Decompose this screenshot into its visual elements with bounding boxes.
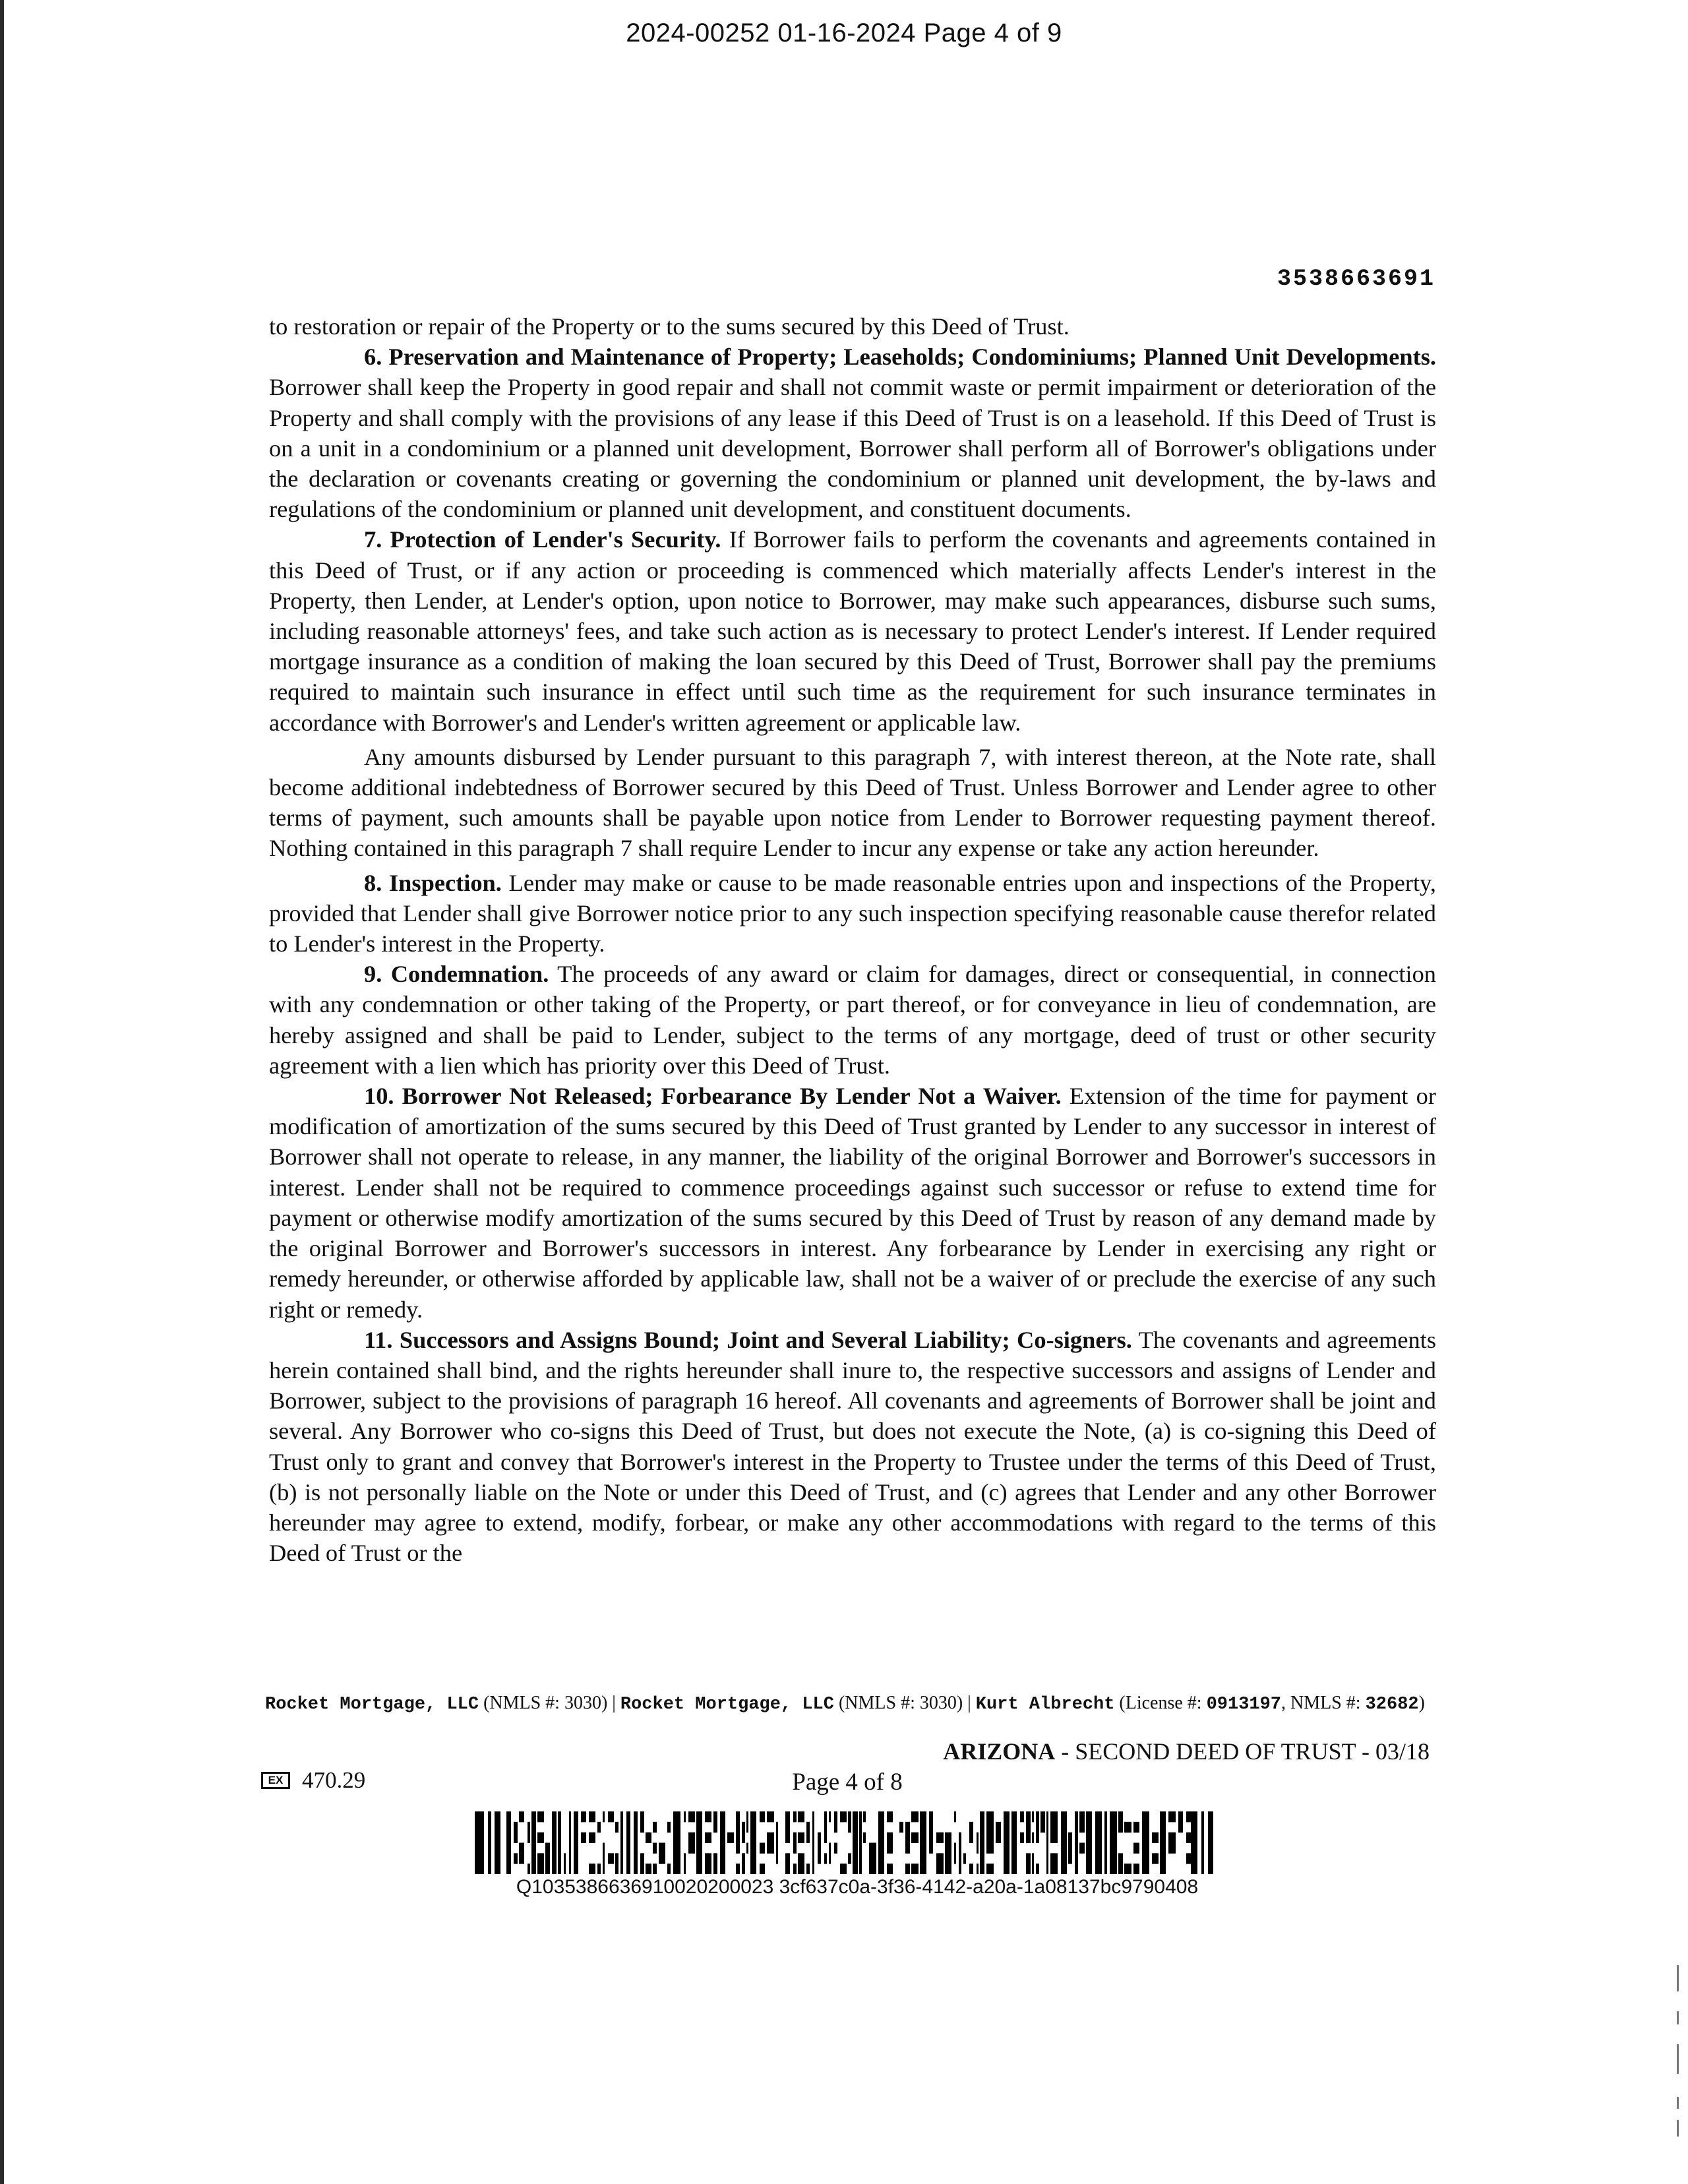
license-number: 0913197 (1206, 1695, 1282, 1714)
form-number: 470.29 (302, 1767, 366, 1793)
state-name: ARIZONA (943, 1738, 1056, 1765)
paragraph-11-text: The covenants and agreements herein contained shall bind, and the rights hereunder shall inure to, the respective successors and assigns of Lender and Borrower, subject to the provisions of paragraph 16 hereof. All covenants and agreements of Borrower shall be joint and several. Any Borrower who co-signs this Deed of Trust, but does not execute the Note, (a) is co-signing this Deed of Trust only to grant and convey that Borrower's interest in the Property to Trustee under the terms of this Deed of Trust, (b) is not personally liable on the Note or under this Deed of Trust, and (c) agrees that Lender and any other Borrower hereunder may agree to extend, modify, forbear, or make any other accommodations with regard to the terms of this Deed of Trust or the (269, 1326, 1436, 1567)
paragraph-7-text: If Borrower fails to perform the covenants and agreements contained in this Deed of Trust, or if any action or proceeding is commenced which materially affects Lender's interest in the Property, then Lender, at Lender's option, upon notice to Borrower, may make such appearances, disburse such sums, including reasonable attorneys' fees, and take such action as is necessary to protect Lender's interest. If Lender required mortgage insurance as a condition of making the loan secured by this Deed of Trust, Borrower shall pay the premiums required to maintain such insurance in effect until such time as the requirement for such insurance terminates in accordance with Borrower's and Lender's written agreement or applicable law. (269, 526, 1436, 736)
paragraph-6-heading: 6. Preservation and Maintenance of Property; Leaseholds; Condominiums; Planned Unit Developments. (364, 344, 1436, 371)
lender-footer (265, 1692, 1452, 1716)
ex-form-icon: EX (261, 1772, 290, 1789)
license-label: (License #: (1114, 1693, 1207, 1713)
page-number: Page 4 of 8 (792, 1769, 903, 1796)
paragraph-6 (269, 342, 1436, 524)
paragraph-6-text: Borrower shall keep the Property in good repair and shall not commit waste or permit impairment or deterioration of the Property and shall comply with the provisions of any lease if this Deed of Trust is on a leasehold. If this Deed of Trust is on a unit in a condominium or a planned unit development, Borrower shall perform all of Borrower's obligations under the declaration or covenants creating or governing the condominium or planned unit development, the by-laws and regulations of the condominium or planned unit development, and constituent documents. (269, 374, 1436, 523)
originator-nmls: 32682 (1365, 1695, 1419, 1714)
nmls-label: , NMLS #: (1281, 1693, 1366, 1713)
paragraph-9-text: The proceeds of any award or claim for damages, direct or consequential, in connection with any condemnation or other taking of the Property, or part thereof, or for conveyance in lieu of condemnation, are hereby assigned and shall be paid to Lender, subject to the terms of any mortgage, deed of trust or other security agreement with a lien which has priority over this Deed of Trust. (269, 961, 1436, 1079)
paragraph-10-text: Extension of the time for payment or modification of amortization of the sums secured by this Deed of Trust granted by Lender to any successor in interest of Borrower shall not operate to release, in any manner, the liability of the original Borrower and Borrower's successors in interest. Lender shall not be required to commence proceedings against such successor or refuse to extend time for payment or otherwise modify amortization of the sums secured by this Deed of Trust by reason of any demand made by the original Borrower and Borrower's successors in interest. Any forbearance by Lender in exercising any right or remedy hereunder, or otherwise afforded by applicable law, shall not be a waiver of or preclude the exercise of any such right or remedy. (269, 1083, 1436, 1323)
paragraph-10 (269, 1081, 1436, 1325)
recording-header: 2024-00252 01-16-2024 Page 4 of 9 (626, 18, 1062, 47)
continuation-paragraph: to restoration or repair of the Property or to the sums secured by this Deed of Trust. (269, 313, 1070, 340)
license-close: ) (1418, 1693, 1425, 1713)
form-title-text: - SECOND DEED OF TRUST - 03/18 (1055, 1738, 1430, 1765)
paragraph-7-continued: Any amounts disbursed by Lender pursuant to this paragraph 7, with interest thereon, at the Note rate, shall become additional indebtedness of Borrower secured by this Deed of Trust. Unless Borrower and Lender agree to other terms of payment, such amounts shall be payable upon notice from Lender to Borrower requesting payment thereof. Nothing contained in this paragraph 7 shall require Lender to incur any expense or take any action hereunder. (269, 743, 1436, 862)
paragraph-9-heading: 9. Condemnation. (364, 961, 549, 988)
lender-name: Rocket Mortgage, LLC (265, 1695, 479, 1714)
lender-name: Rocket Mortgage, LLC (620, 1695, 834, 1714)
lender-nmls: (NMLS #: 3030) | (479, 1693, 620, 1713)
scan-marks (1677, 1965, 1679, 2137)
paragraph-7 (269, 524, 1436, 737)
document-body (269, 311, 1436, 1568)
paragraph-8 (269, 868, 1436, 959)
loan-number: 3538663691 (1277, 266, 1435, 292)
paragraph-11-heading: 11. Successors and Assigns Bound; Joint and Several Liability; Co-signers. (364, 1326, 1132, 1353)
barcode-image (475, 1811, 1216, 1874)
form-title (943, 1738, 1430, 1765)
lender-nmls: (NMLS #: 3030) | (833, 1693, 976, 1713)
barcode-text: Q1035386636910020200023 3cf637c0a-3f36-4142-a20a-1a08137bc9790408 (516, 1876, 1199, 1898)
paragraph-10-heading: 10. Borrower Not Released; Forbearance By Lender Not a Waiver. (364, 1083, 1062, 1110)
scan-edge (0, 0, 4, 2184)
paragraph-9 (269, 959, 1436, 1081)
paragraph-8-text: Lender may make or cause to be made reasonable entries upon and inspections of the Property, provided that Lender shall give Borrower notice prior to any such inspection specifying reasonable cause therefor related to Lender's interest in the Property. (269, 869, 1436, 957)
paragraph-7-heading: 7. Protection of Lender's Security. (364, 526, 721, 553)
paragraph-11 (269, 1325, 1436, 1569)
paragraph-8-heading: 8. Inspection. (364, 869, 502, 896)
originator-name: Kurt Albrecht (975, 1695, 1115, 1714)
